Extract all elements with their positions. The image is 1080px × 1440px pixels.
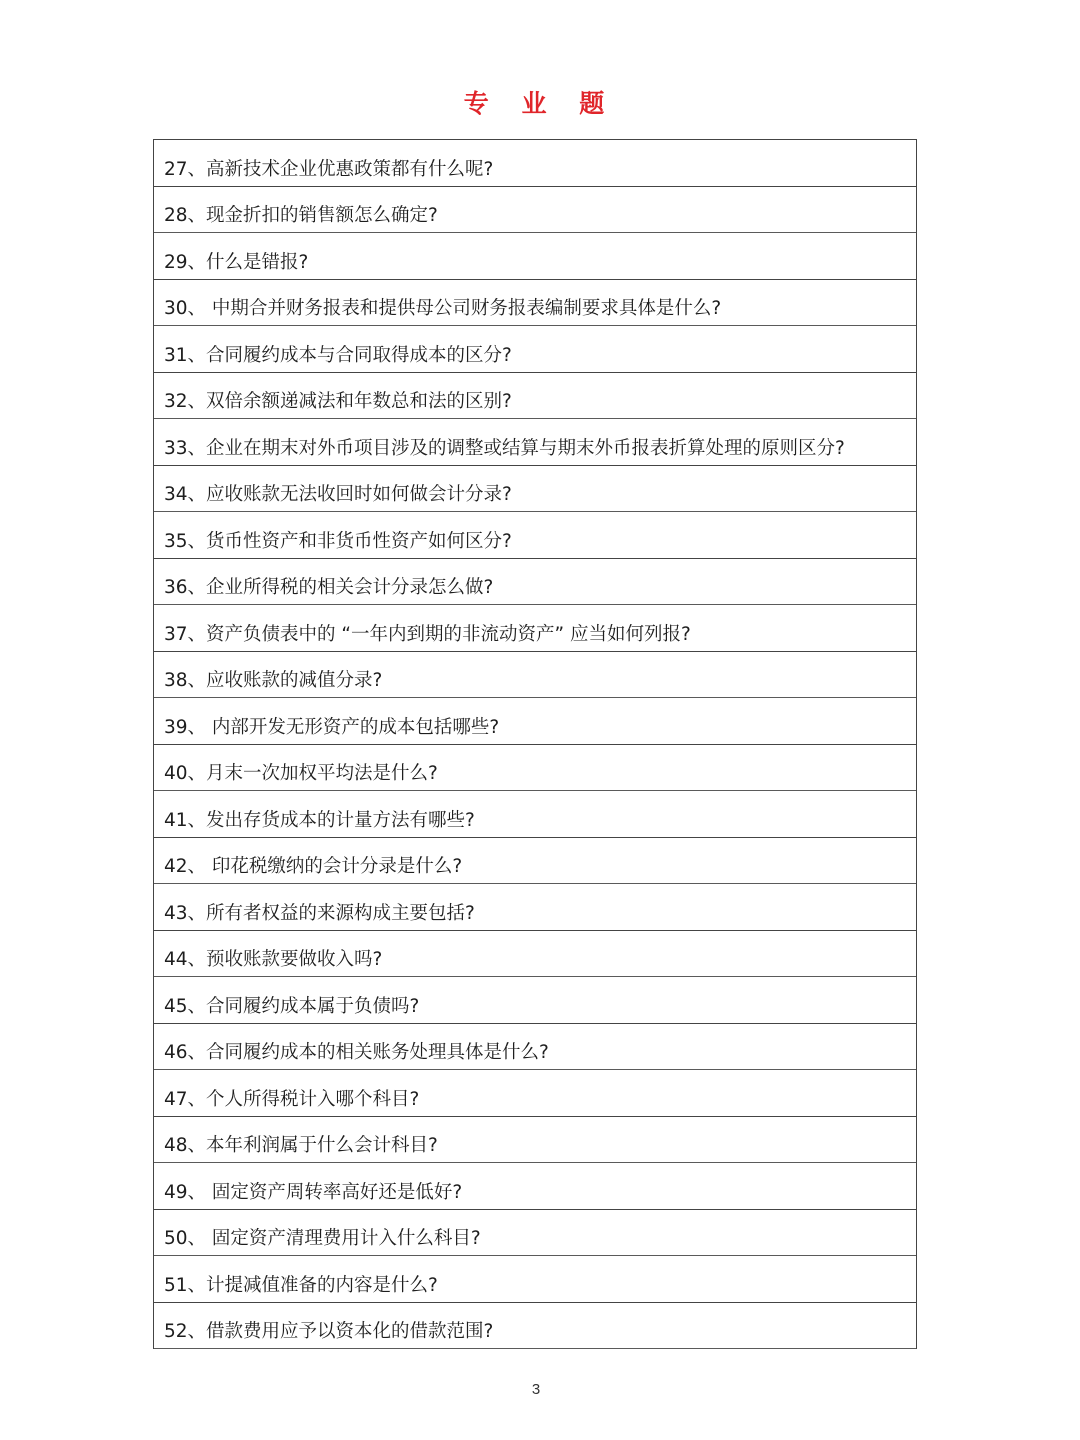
table-row [154, 977, 916, 1024]
page-title: 专 业 题 [463, 89, 617, 118]
question-text: 27、高新技术企业优惠政策都有什么呢? [164, 158, 494, 180]
table-row [154, 512, 916, 559]
question-text: 47、个人所得税计入哪个科目? [164, 1088, 420, 1110]
table-row [154, 1256, 916, 1303]
table-row [154, 559, 916, 606]
question-text: 34、应收账款无法收回时如何做会计分录? [164, 484, 512, 505]
question-text: 30、 中期合并财务报表和提供母公司财务报表编制要求具体是什么? [164, 298, 722, 319]
question-text: 46、合同履约成本的相关账务处理具体是什么? [164, 1042, 549, 1063]
question-text: 31、合同履约成本与合同取得成本的区分? [164, 344, 512, 366]
question-text: 43、所有者权益的来源构成主要包括? [164, 902, 475, 924]
table-row [154, 1117, 916, 1164]
table-row [154, 1024, 916, 1071]
question-text: 37、资产负债表中的 “一年内到期的非流动资产” 应当如何列报? [164, 623, 691, 645]
table-row [154, 1163, 916, 1210]
table-row [154, 140, 916, 187]
table-row [154, 373, 916, 420]
table-row [154, 187, 916, 234]
question-text: 42、 印花税缴纳的会计分录是什么? [164, 856, 463, 877]
table-row [154, 1303, 916, 1350]
table-row [154, 745, 916, 792]
question-text: 40、月末一次加权平均法是什么? [164, 763, 438, 784]
question-text: 33、企业在期末对外币项目涉及的调整或结算与期末外币报表折算处理的原则区分? [164, 437, 845, 459]
question-text: 49、 固定资产周转率高好还是低好? [164, 1181, 463, 1203]
table-row [154, 698, 916, 745]
table-row [154, 931, 916, 978]
table-row [154, 419, 916, 466]
question-text: 38、应收账款的减值分录? [164, 670, 383, 691]
table-row [154, 1210, 916, 1257]
table-row [154, 280, 916, 327]
question-text: 32、双倍余额递减法和年数总和法的区别? [164, 391, 512, 412]
question-table [153, 139, 917, 1349]
table-row [154, 605, 916, 652]
question-text: 41、发出存货成本的计量方法有哪些? [164, 809, 475, 831]
question-text: 36、企业所得税的相关会计分录怎么做? [164, 577, 494, 598]
table-row [154, 791, 916, 838]
table-row [154, 838, 916, 885]
question-text: 29、什么是错报? [164, 251, 309, 273]
question-text: 45、合同履约成本属于负债吗? [164, 995, 420, 1017]
question-text: 50、 固定资产清理费用计入什么科目? [164, 1228, 481, 1249]
table-row [154, 1070, 916, 1117]
page-number: 3 [531, 1381, 541, 1398]
table-row [154, 884, 916, 931]
table-row [154, 466, 916, 513]
question-text: 35、货币性资产和非货币性资产如何区分? [164, 530, 512, 552]
question-text: 44、预收账款要做收入吗? [164, 949, 383, 970]
question-text: 52、借款费用应予以资本化的借款范围? [164, 1321, 494, 1342]
question-text: 28、现金折扣的销售额怎么确定? [164, 205, 438, 226]
question-text: 39、 内部开发无形资产的成本包括哪些? [164, 716, 500, 738]
question-text: 48、本年利润属于什么会计科目? [164, 1135, 438, 1156]
table-row [154, 652, 916, 699]
table-row [154, 326, 916, 373]
question-text: 51、计提减值准备的内容是什么? [164, 1274, 438, 1296]
table-row [154, 233, 916, 280]
